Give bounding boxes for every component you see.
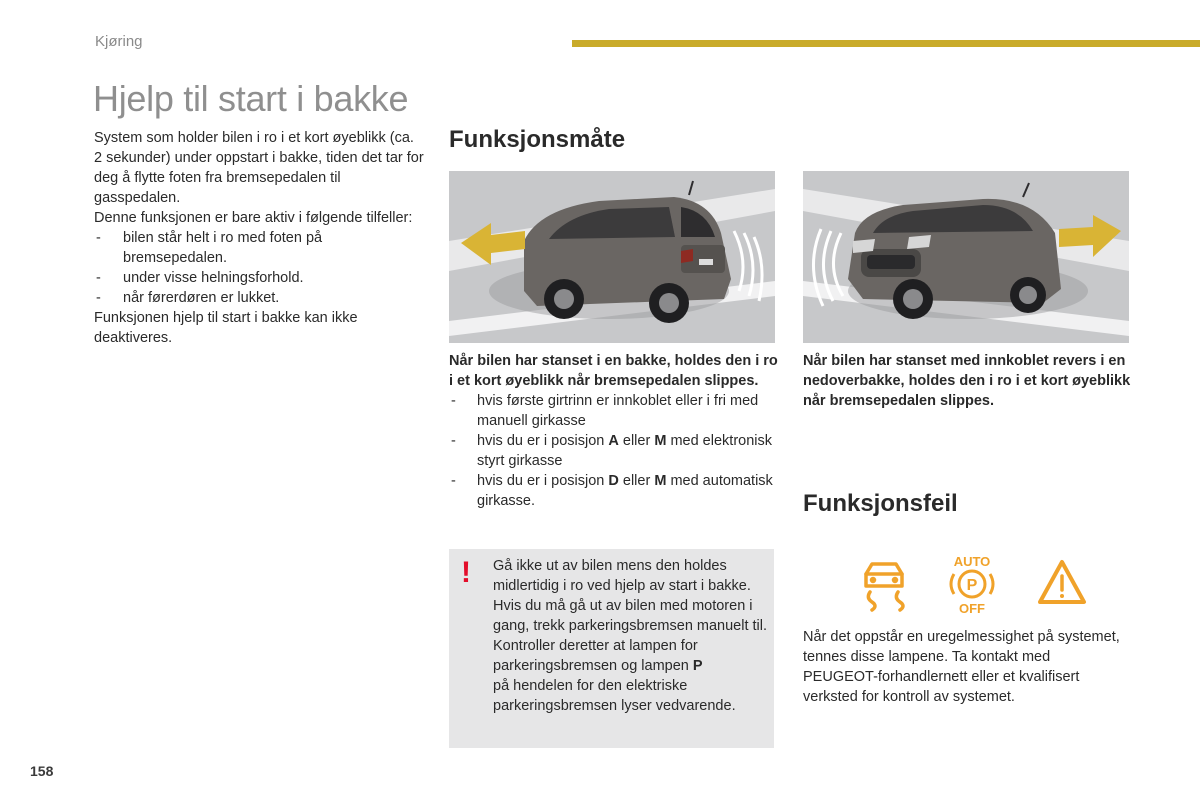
list-item: - når førerdøren er lukket. (94, 288, 424, 308)
auto-label: AUTO (953, 554, 991, 569)
item-text: med automatisk girkasse. (477, 473, 773, 509)
intro-text (94, 128, 424, 348)
exclamation-icon: ! (461, 556, 471, 589)
intro-note: Funksjonen hjelp til start i bakke kan ikke deaktiveres. (94, 310, 358, 346)
uphill-car-drawing (449, 171, 775, 343)
list-item (449, 391, 779, 431)
gear-position-m: M (654, 433, 667, 449)
page-number: 158 (30, 763, 54, 779)
header-accent-bar (572, 40, 1200, 47)
warning-p-letter: P (692, 658, 703, 674)
uphill-caption (449, 351, 779, 511)
list-item: - bilen står helt i ro med foten på bremsepedalen. (94, 228, 424, 268)
warning-text (493, 556, 771, 716)
p-label: P (966, 577, 978, 594)
downhill-car-drawing (803, 171, 1129, 343)
warning-text-part: Gå ikke ut av bilen mens den holdes midlertidig i ro ved hjelp av start i bakke. Hvis du må gå ut av bilen med motoren i gang, trekk parkeringsbremsen manuelt til. Kontroller deretter at lampen for parkeringsbremsen og lampen (493, 558, 768, 674)
downhill-car-illustration (803, 171, 1129, 343)
list-item (449, 471, 779, 511)
page-title: Hjelp til start i bakke (93, 78, 409, 119)
section-heading-funksjonsfeil: Funksjonsfeil (803, 490, 958, 517)
gear-position-m: M (654, 473, 667, 489)
item-text: hvis du er i posisjon (477, 433, 609, 449)
list-item: - under visse helningsforhold. (94, 268, 424, 288)
downhill-caption: Når bilen har stanset med innkoblet revers i en nedoverbakke, holdes den i ro i et kort øyeblikk når bremsepedalen slippes. (803, 353, 1131, 409)
item-text: hvis første girtrinn er innkoblet eller i fri med manuell girkasse (477, 393, 759, 429)
uphill-caption-bold: Når bilen har stanset i en bakke, holdes den i ro i et kort øyeblikk når bremsepedalen slippes. (449, 353, 778, 389)
item-text: hvis du er i posisjon (477, 473, 609, 489)
stability-control-icon (866, 564, 903, 610)
item-text: eller (618, 473, 655, 489)
gear-position-a: A (608, 433, 619, 449)
warning-lamps (858, 552, 1098, 614)
section-label: Kjøring (95, 33, 143, 50)
fault-description: Når det oppstår en uregelmessighet på systemet, tennes disse lampene. Ta kontakt med PEUGEOT-forhandlernett eller et kvalifisert verksted for kontroll av systemet. (803, 629, 1120, 705)
item-text: eller (618, 433, 655, 449)
section-heading-funksjonsmate: Funksjonsmåte (449, 126, 626, 153)
intro-paragraph: System som holder bilen i ro i et kort øyeblikk (ca. 2 sekunder) under oppstart i bakke, tiden det tar for deg å flytte foten fra bremsepedalen til gasspedalen. (94, 130, 424, 206)
gearbox-conditions-list (449, 391, 779, 511)
item-text: med elektronisk styrt girkasse (477, 433, 772, 469)
off-label: OFF (959, 601, 985, 614)
gear-position-d: D (608, 473, 619, 489)
warning-lamps-drawing (858, 552, 1098, 614)
warning-text-part: på hendelen for den elektriske parkeringsbremsen lyser vedvarende. (493, 678, 736, 714)
uphill-car-illustration (449, 171, 775, 343)
warning-triangle-icon (1040, 562, 1084, 602)
auto-park-brake-off-icon (951, 554, 993, 614)
intro-conditions: Denne funksjonen er bare aktiv i følgende tilfeller: (94, 210, 413, 226)
conditions-list (94, 228, 424, 308)
list-item (449, 431, 779, 471)
